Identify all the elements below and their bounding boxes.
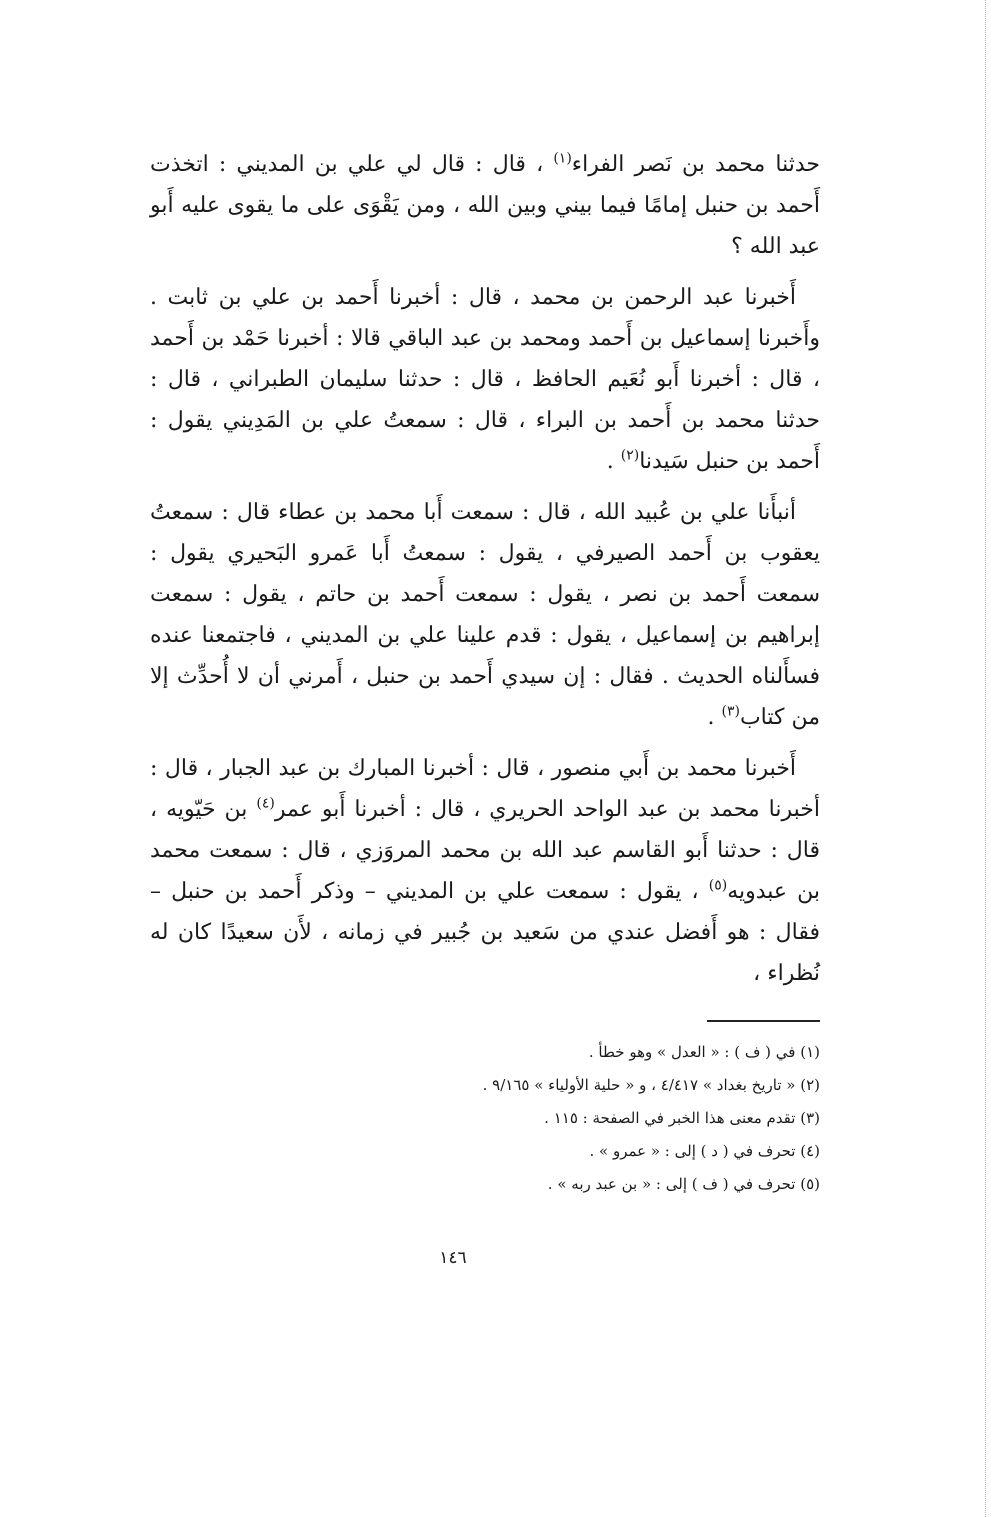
footnote-ref-4: (٤) (256, 795, 275, 812)
paragraph-text: . (707, 705, 722, 730)
paragraph-3 (150, 492, 820, 738)
paragraph-text: أَخبرنا محمد بن أَبي منصور ، قال : أخبرنا المبارك بن عبد الجبار ، قال : أخبرنا محمد بن عبد الواحد الحريري ، قال : أخبرنا أَبو عمر (150, 756, 820, 822)
footnote-ref-3: (٣) (721, 703, 740, 720)
footnote-ref-1: (١) (553, 150, 572, 167)
main-text (150, 144, 820, 1004)
paragraph-text: . (606, 449, 621, 474)
footnote-4: (٤) تحرف في ( د ) إلى : « عمرو » . (589, 1142, 820, 1160)
paragraph-text: ، قال : قال لي علي بن المديني : اتخذت أَحمد بن حنبل إمامًا فيما بيني وبين الله ، ومن يَقْوَى على ما يقوى عليه أَبو عبد الله ؟ (150, 152, 820, 259)
footnote-2: (٢) « تاريخ بغداد » ٤/٤١٧ ، و « حلية الأولياء » ٩/١٦٥ . (482, 1076, 820, 1094)
page-number: ١٤٦ (439, 1248, 467, 1268)
footnote-3: (٣) تقدم معنى هذا الخبر في الصفحة : ١١٥ . (544, 1109, 820, 1127)
paragraph-text: أنبأَنا علي بن عُبيد الله ، قال : سمعت أَبا محمد بن عطاء قال : سمعتُ يعقوب بن أَحمد الصيرفي ، يقول : سمعتُ أَبا عَمرو البَحيري يقول : سمعت أَحمد بن نصر ، يقول : سمعت أَحمد بن حاتم ، يقول : سمعت إبراهيم بن إسماعيل ، يقول : قدم علينا علي بن المديني ، فاجتمعنا عنده فسأَلناه الحديث . فقال : إن سيدي أَحمد بن حنبل ، أَمرني أن لا أُحدِّث إلا من كتاب (150, 500, 820, 730)
paragraph-text: بن حَيّويه ، قال : حدثنا أَبو القاسم عبد الله بن محمد المروَزي ، قال : سمعت محمد بن عبدويه (150, 797, 820, 904)
footnote-1: (١) في ( ف ) : « العدل » وهو خطأ . (588, 1043, 820, 1061)
scan-edge-line (985, 0, 986, 1517)
footnotes (150, 1036, 820, 1201)
paragraph-4 (150, 748, 820, 994)
footnote-separator (707, 1020, 820, 1022)
paragraph-1 (150, 144, 820, 267)
footnote-ref-2: (٢) (620, 447, 640, 464)
paragraph-2 (150, 277, 820, 482)
paragraph-text: أَخبرنا عبد الرحمن بن محمد ، قال : أخبرنا أَحمد بن علي بن ثابت . وأَخبرنا إسماعيل بن أَحمد ومحمد بن عبد الباقي قالا : أخبرنا حَمْد بن أَحمد ، قال : أخبرنا أَبو نُعَيم الحافظ ، قال : حدثنا سليمان الطبراني ، قال : حدثنا محمد بن أَحمد بن البراء ، قال : سمعتُ علي بن المَدِيني يقول : أَحمد بن حنبل سَيدنا (150, 285, 820, 474)
paragraph-text: حدثنا محمد بن نَصر الفراء (571, 152, 820, 177)
footnote-ref-5: (٥) (708, 877, 728, 894)
footnote-5: (٥) تحرف في ( ف ) إلى : « بن عبد ربه » . (547, 1175, 820, 1193)
paragraph-text: ، يقول : سمعت علي بن المديني – وذكر أَحمد بن حنبل – فقال : هو أَفضل عندي من سَعيد بن جُبير في زمانه ، لأَن سعيدًا كان له نُظراء ، (150, 879, 820, 986)
